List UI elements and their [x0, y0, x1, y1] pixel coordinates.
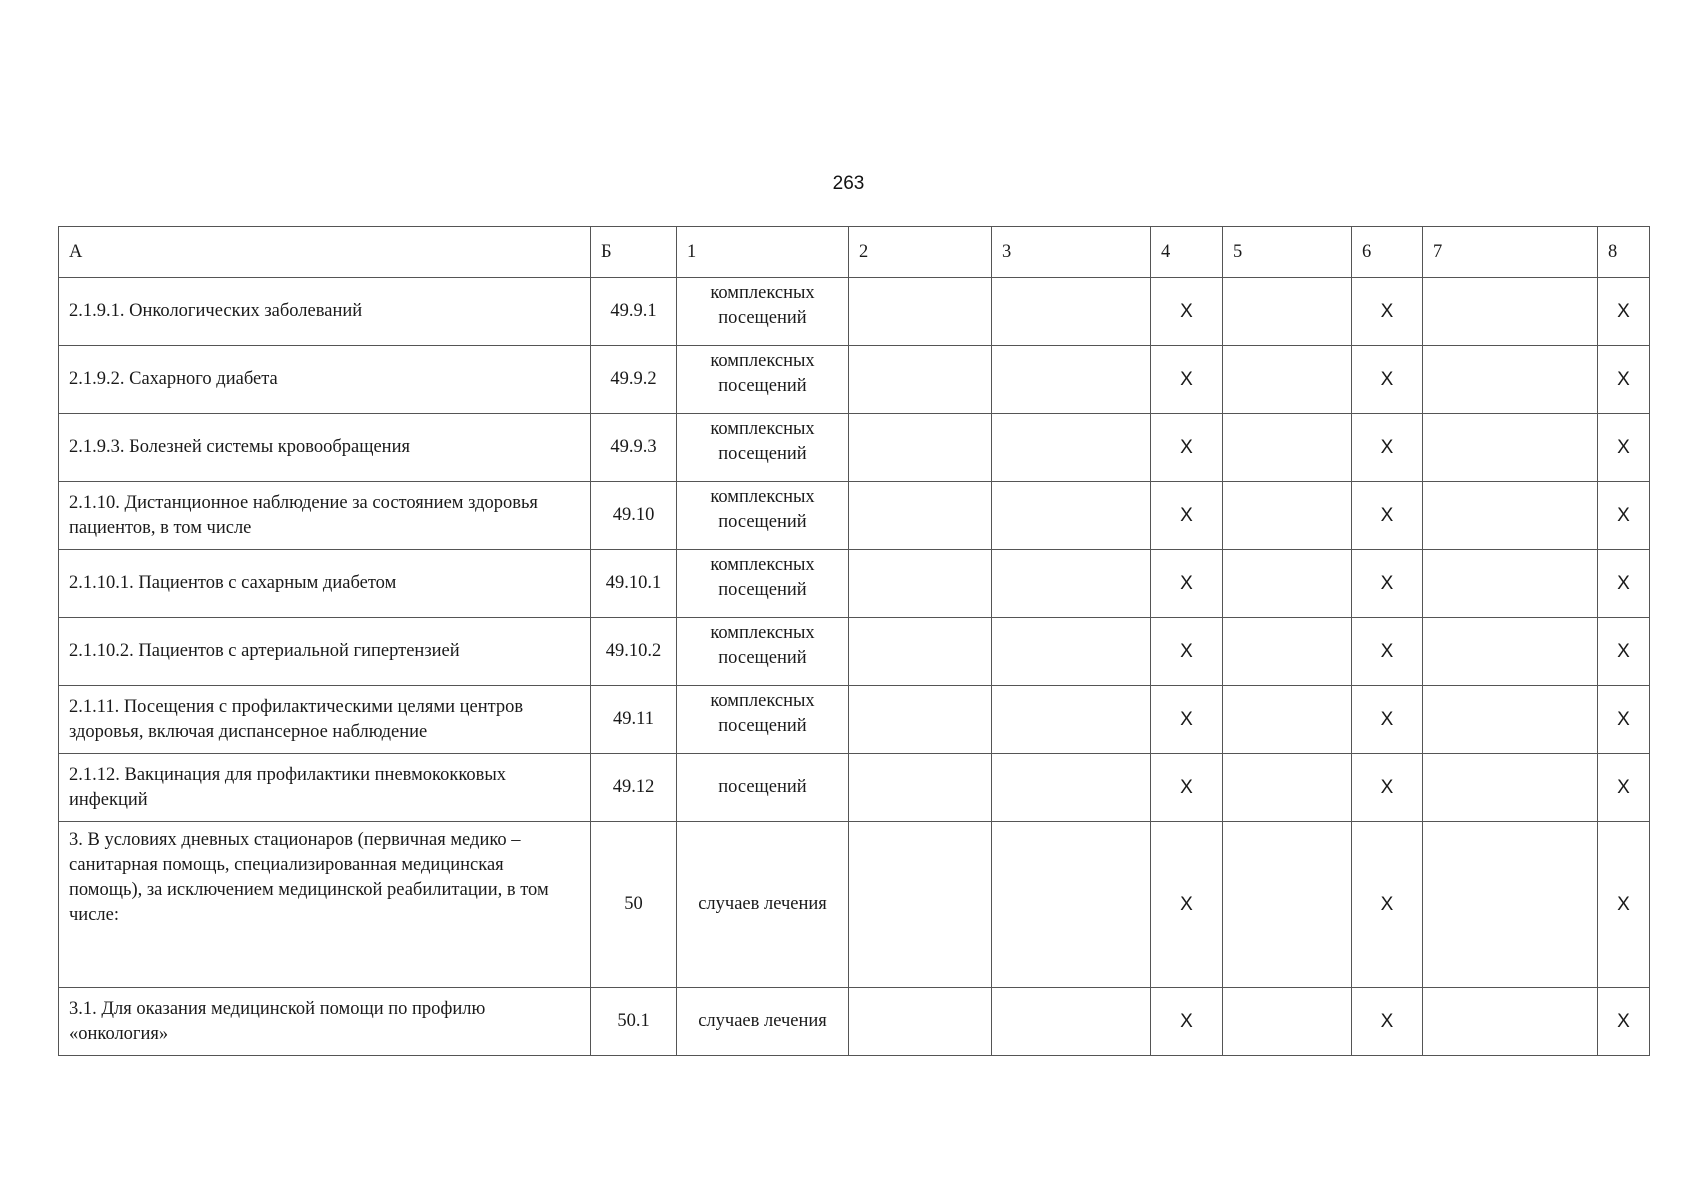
row-unit-cell [677, 754, 849, 822]
row-cell-6: Х [1352, 686, 1423, 754]
row-cell-2 [849, 278, 992, 346]
row-cell-8: Х [1598, 414, 1650, 482]
row-cell-8: Х [1598, 346, 1650, 414]
table-row [59, 346, 1650, 414]
table-row [59, 686, 1650, 754]
row-cell-6: Х [1352, 988, 1423, 1056]
row-cell-3 [992, 754, 1151, 822]
row-cell-8: Х [1598, 988, 1650, 1056]
table-row [59, 754, 1650, 822]
row-cell-5 [1223, 618, 1352, 686]
table-row [59, 550, 1650, 618]
table-row [59, 822, 1650, 988]
row-code-cell: 49.10.1 [591, 550, 677, 618]
row-cell-7 [1423, 346, 1598, 414]
row-unit-text: случаев лечения [698, 1011, 827, 1031]
header-cell-2: 2 [849, 227, 992, 278]
row-unit-cell [677, 346, 849, 414]
row-unit-cell [677, 618, 849, 686]
row-cell-3 [992, 550, 1151, 618]
row-cell-8: Х [1598, 754, 1650, 822]
row-cell-4: Х [1151, 414, 1223, 482]
row-code-cell: 49.9.2 [591, 346, 677, 414]
header-cell-1: 1 [677, 227, 849, 278]
row-cell-2 [849, 414, 992, 482]
row-cell-6: Х [1352, 618, 1423, 686]
row-code-cell: 49.10.2 [591, 618, 677, 686]
row-cell-8: Х [1598, 618, 1650, 686]
row-code-cell: 49.12 [591, 754, 677, 822]
row-cell-3 [992, 822, 1151, 988]
header-cell-b: Б [591, 227, 677, 278]
row-cell-2 [849, 550, 992, 618]
row-unit-cell [677, 482, 849, 550]
row-cell-2 [849, 988, 992, 1056]
row-cell-5 [1223, 686, 1352, 754]
row-cell-4: Х [1151, 278, 1223, 346]
row-name-cell: 2.1.9.2. Сахарного диабета [59, 346, 591, 414]
row-cell-8: Х [1598, 822, 1650, 988]
row-cell-4: Х [1151, 754, 1223, 822]
header-cell-4: 4 [1151, 227, 1223, 278]
table-row [59, 278, 1650, 346]
row-cell-4: Х [1151, 482, 1223, 550]
table-row [59, 414, 1650, 482]
row-cell-5 [1223, 550, 1352, 618]
row-cell-5 [1223, 414, 1352, 482]
table-row [59, 988, 1650, 1056]
row-cell-7 [1423, 754, 1598, 822]
row-cell-7 [1423, 686, 1598, 754]
row-cell-7 [1423, 482, 1598, 550]
row-unit-text: комплексных посещений [710, 418, 815, 464]
row-unit-text: комплексных посещений [710, 350, 815, 396]
row-unit-cell [677, 414, 849, 482]
row-unit-text: комплексных посещений [710, 486, 815, 532]
row-code-cell: 49.9.1 [591, 278, 677, 346]
row-cell-6: Х [1352, 754, 1423, 822]
row-unit-text: случаев лечения [698, 894, 827, 914]
data-table [58, 226, 1650, 1056]
row-cell-2 [849, 822, 992, 988]
row-name-cell: 2.1.12. Вакцинация для профилактики пневмококковых инфекций [59, 754, 591, 822]
row-cell-8: Х [1598, 550, 1650, 618]
header-cell-5: 5 [1223, 227, 1352, 278]
row-name-cell: 2.1.10. Дистанционное наблюдение за состоянием здоровья пациентов, в том числе [59, 482, 591, 550]
row-cell-2 [849, 754, 992, 822]
row-cell-4: Х [1151, 550, 1223, 618]
row-cell-7 [1423, 618, 1598, 686]
row-cell-4: Х [1151, 346, 1223, 414]
row-cell-7 [1423, 414, 1598, 482]
row-name-cell: 2.1.9.1. Онкологических заболеваний [59, 278, 591, 346]
row-unit-cell [677, 278, 849, 346]
row-cell-6: Х [1352, 414, 1423, 482]
row-cell-4: Х [1151, 618, 1223, 686]
table-row [59, 618, 1650, 686]
row-code-cell: 50 [591, 822, 677, 988]
row-cell-2 [849, 346, 992, 414]
row-cell-6: Х [1352, 550, 1423, 618]
row-cell-3 [992, 686, 1151, 754]
row-cell-5 [1223, 822, 1352, 988]
row-cell-3 [992, 618, 1151, 686]
row-cell-6: Х [1352, 346, 1423, 414]
row-code-cell: 49.11 [591, 686, 677, 754]
row-cell-7 [1423, 822, 1598, 988]
row-cell-8: Х [1598, 482, 1650, 550]
row-cell-3 [992, 414, 1151, 482]
row-cell-3 [992, 278, 1151, 346]
row-cell-5 [1223, 346, 1352, 414]
row-name-cell: 2.1.11. Посещения с профилактическими целями центров здоровья, включая диспансерное наблюдение [59, 686, 591, 754]
row-cell-6: Х [1352, 482, 1423, 550]
row-cell-3 [992, 988, 1151, 1056]
row-code-cell: 50.1 [591, 988, 677, 1056]
row-cell-2 [849, 482, 992, 550]
row-cell-3 [992, 482, 1151, 550]
row-cell-6: Х [1352, 822, 1423, 988]
row-unit-text: комплексных посещений [710, 622, 815, 668]
row-name-cell: 3. В условиях дневных стационаров (первичная медико – санитарная помощь, специализированная медицинская помощь), за исключением медицинской реабилитации, в том числе: [59, 822, 591, 988]
row-unit-text: комплексных посещений [710, 554, 815, 600]
row-unit-cell [677, 988, 849, 1056]
row-name-cell: 2.1.10.1. Пациентов с сахарным диабетом [59, 550, 591, 618]
header-cell-3: 3 [992, 227, 1151, 278]
row-cell-5 [1223, 482, 1352, 550]
row-cell-5 [1223, 278, 1352, 346]
header-cell-8: 8 [1598, 227, 1650, 278]
row-code-cell: 49.10 [591, 482, 677, 550]
header-cell-a: А [59, 227, 591, 278]
row-cell-3 [992, 346, 1151, 414]
row-name-cell: 2.1.10.2. Пациентов с артериальной гипертензией [59, 618, 591, 686]
row-cell-7 [1423, 278, 1598, 346]
row-unit-cell [677, 550, 849, 618]
header-cell-6: 6 [1352, 227, 1423, 278]
row-cell-4: Х [1151, 686, 1223, 754]
row-name-cell: 2.1.9.3. Болезней системы кровообращения [59, 414, 591, 482]
row-unit-text: посещений [718, 777, 807, 797]
row-cell-4: Х [1151, 988, 1223, 1056]
row-cell-5 [1223, 754, 1352, 822]
row-code-cell: 49.9.3 [591, 414, 677, 482]
table-row [59, 482, 1650, 550]
row-unit-cell [677, 822, 849, 988]
row-cell-5 [1223, 988, 1352, 1056]
row-cell-8: Х [1598, 278, 1650, 346]
header-cell-7: 7 [1423, 227, 1598, 278]
row-unit-cell [677, 686, 849, 754]
table-header-row [59, 227, 1650, 278]
row-unit-text: комплексных посещений [710, 690, 815, 736]
row-name-cell: 3.1. Для оказания медицинской помощи по профилю «онкология» [59, 988, 591, 1056]
row-cell-7 [1423, 988, 1598, 1056]
row-cell-6: Х [1352, 278, 1423, 346]
row-cell-4: Х [1151, 822, 1223, 988]
row-cell-2 [849, 618, 992, 686]
row-cell-7 [1423, 550, 1598, 618]
row-cell-2 [849, 686, 992, 754]
row-unit-text: комплексных посещений [710, 282, 815, 328]
page-number: 263 [832, 173, 865, 194]
row-cell-8: Х [1598, 686, 1650, 754]
